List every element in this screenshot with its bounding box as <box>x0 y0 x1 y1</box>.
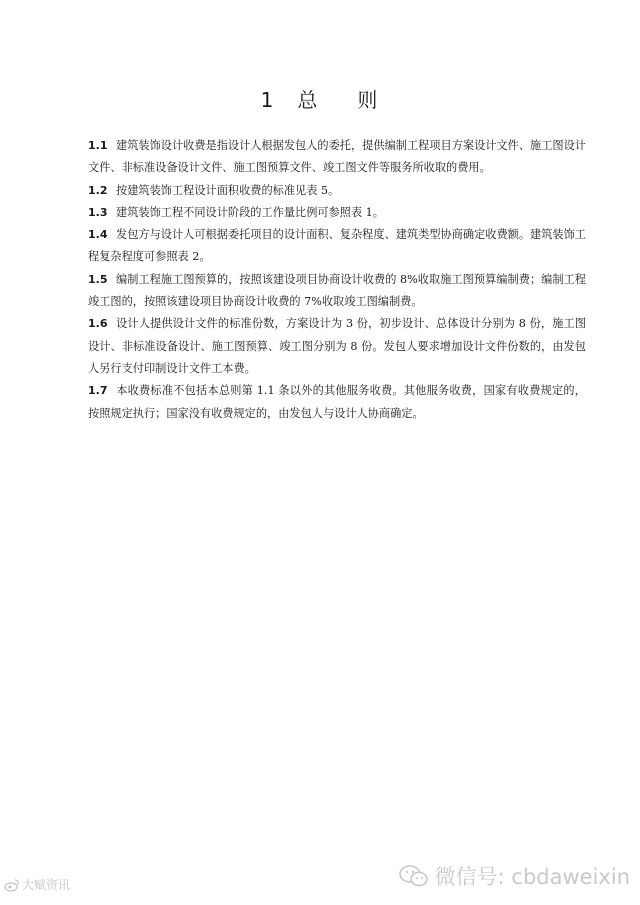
wechat-watermark <box>399 861 630 891</box>
clause-1-3 <box>88 202 586 224</box>
clause-text: 建筑装饰工程不同设计阶段的工作量比例可参照表 1。 <box>116 205 384 219</box>
clause-1-2 <box>88 180 586 202</box>
section-number: 1 <box>260 88 276 112</box>
section-title <box>0 84 640 113</box>
clause-list <box>88 135 586 425</box>
clause-number: 1.4 <box>88 228 108 242</box>
section-title-char-1: 总 <box>297 88 320 112</box>
clause-1-6 <box>88 313 586 380</box>
clause-text: 本收费标准不包括本总则第 1.1 条以外的其他服务收费。其他服务收费，国家有收费规定的，按照规定执行；国家没有收费规定的，由发包人与设计人协商确定。 <box>88 384 586 420</box>
weibo-watermark <box>4 876 70 893</box>
clause-text: 按建筑装饰工程设计面积收费的标准见表 5。 <box>116 183 340 197</box>
clause-number: 1.6 <box>88 317 108 331</box>
clause-1-1 <box>88 135 586 180</box>
wechat-watermark-text: 微信号: cbdaweixin <box>434 865 630 889</box>
clause-text: 编制工程施工图预算的，按照该建设项目协商设计收费的 8%收取施工图预算编制费；编制工程竣工图的，按照该建设项目协商设计收费的 7%收取竣工图编制费。 <box>88 272 586 309</box>
clause-number: 1.5 <box>88 272 108 286</box>
clause-1-5 <box>88 269 586 314</box>
clause-text: 设计人提供设计文件的标准份数，方案设计为 3 份，初步设计、总体设计分别为 8 份，施工图设计、非标准设备设计、施工图预算、竣工图分别为 8 份。发包人要求增加设计文件份数的，由发包人另行支付印制设计文件工本费。 <box>88 317 586 375</box>
weibo-icon <box>4 878 20 892</box>
clause-1-7 <box>88 380 586 425</box>
clause-number: 1.2 <box>88 183 108 197</box>
section-title-char-2: 则 <box>357 88 380 112</box>
clause-1-4 <box>88 224 586 269</box>
weibo-watermark-text: 大赋资讯 <box>22 878 71 892</box>
wechat-icon <box>399 864 429 888</box>
clause-text: 建筑装饰设计收费是指设计人根据发包人的委托，提供编制工程项目方案设计文件、施工图设计文件、非标准设备设计文件、施工图预算文件、竣工图文件等服务所收取的费用。 <box>88 139 586 175</box>
clause-text: 发包方与设计人可根据委托项目的设计面积、复杂程度、建筑类型协商确定收费额。建筑装饰工程复杂程度可参照表 2。 <box>88 228 586 264</box>
clause-number: 1.7 <box>88 384 108 398</box>
clause-number: 1.1 <box>88 139 108 152</box>
clause-number: 1.3 <box>88 205 108 219</box>
